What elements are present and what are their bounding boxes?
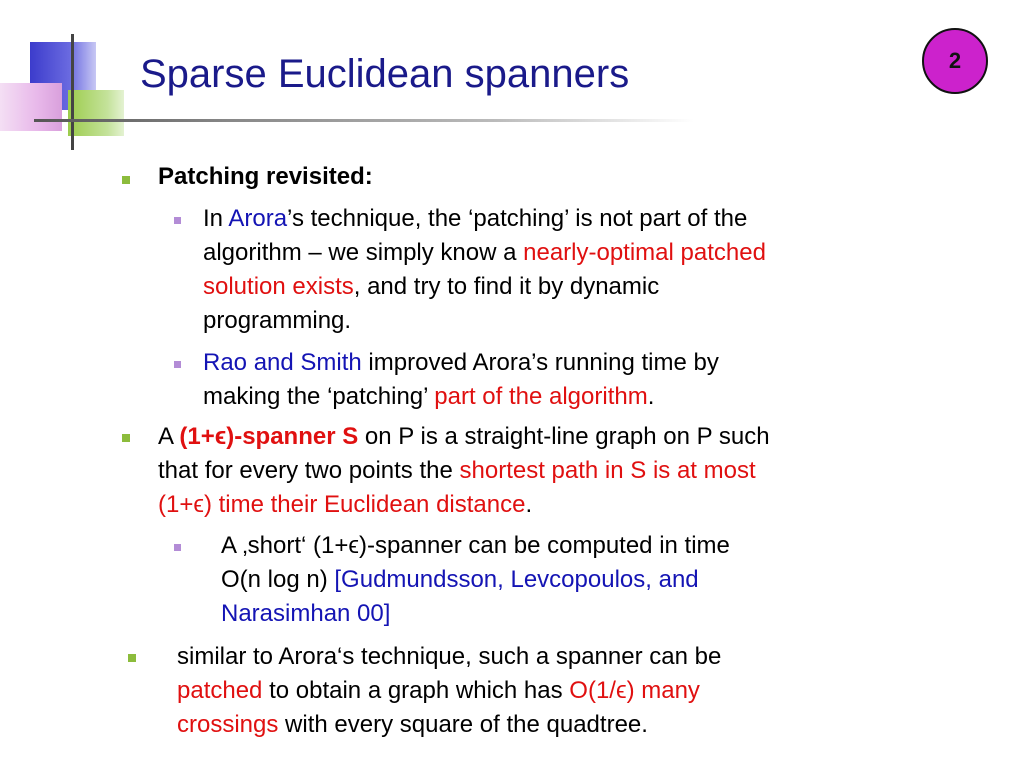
sub-bullet-purple: [174, 217, 181, 224]
bullet-green: [128, 654, 136, 662]
decor-green-square: [68, 90, 124, 136]
sub-bullet-arora-line3: solution exists, and try to find it by dynamic: [203, 273, 660, 300]
sub-bullet-short-line3: Narasimhan 00]: [221, 600, 391, 627]
bullet-similar-line3: crossings with every square of the quadtree.: [177, 711, 648, 738]
bullet-spanner-line1: A (1+ϵ)-spanner S on P is a straight-line graph on P such: [158, 423, 770, 450]
bullet-similar-line1: similar to Arora‘s technique, such a spanner can be: [177, 643, 722, 670]
sub-bullet-arora-line1: In Arora’s technique, the ‘patching’ is not part of the: [203, 205, 748, 232]
title-underline: [34, 119, 694, 122]
decor-pink-square: [0, 83, 62, 131]
sub-bullet-rao-line1: Rao and Smith improved Arora’s running time by: [203, 349, 719, 376]
sub-bullet-arora-line2: algorithm – we simply know a nearly-optimal patched: [203, 239, 766, 266]
sub-bullet-purple: [174, 361, 181, 368]
bullet-green: [122, 434, 130, 442]
bullet-patching-heading: Patching revisited:: [158, 163, 373, 190]
sub-bullet-purple: [174, 544, 181, 551]
bullet-similar-line2: patched to obtain a graph which has O(1/ϵ) many: [177, 677, 700, 704]
bullet-spanner-line3: (1+ϵ) time their Euclidean distance.: [158, 491, 533, 518]
page-number-badge: 2: [922, 28, 988, 94]
sub-bullet-short-line2: O(n log n) [Gudmundsson, Levcopoulos, and: [221, 566, 699, 593]
sub-bullet-rao-line2: making the ‘patching’ part of the algorithm.: [203, 383, 655, 410]
slide-title: Sparse Euclidean spanners: [140, 52, 630, 96]
sub-bullet-arora-line4: programming.: [203, 307, 352, 334]
bullet-spanner-line2: that for every two points the shortest path in S is at most: [158, 457, 756, 484]
decor-vertical-line: [71, 34, 74, 150]
sub-bullet-short-line1: A ‚short‘ (1+ϵ)-spanner can be computed in time: [221, 532, 730, 559]
bullet-green: [122, 176, 130, 184]
